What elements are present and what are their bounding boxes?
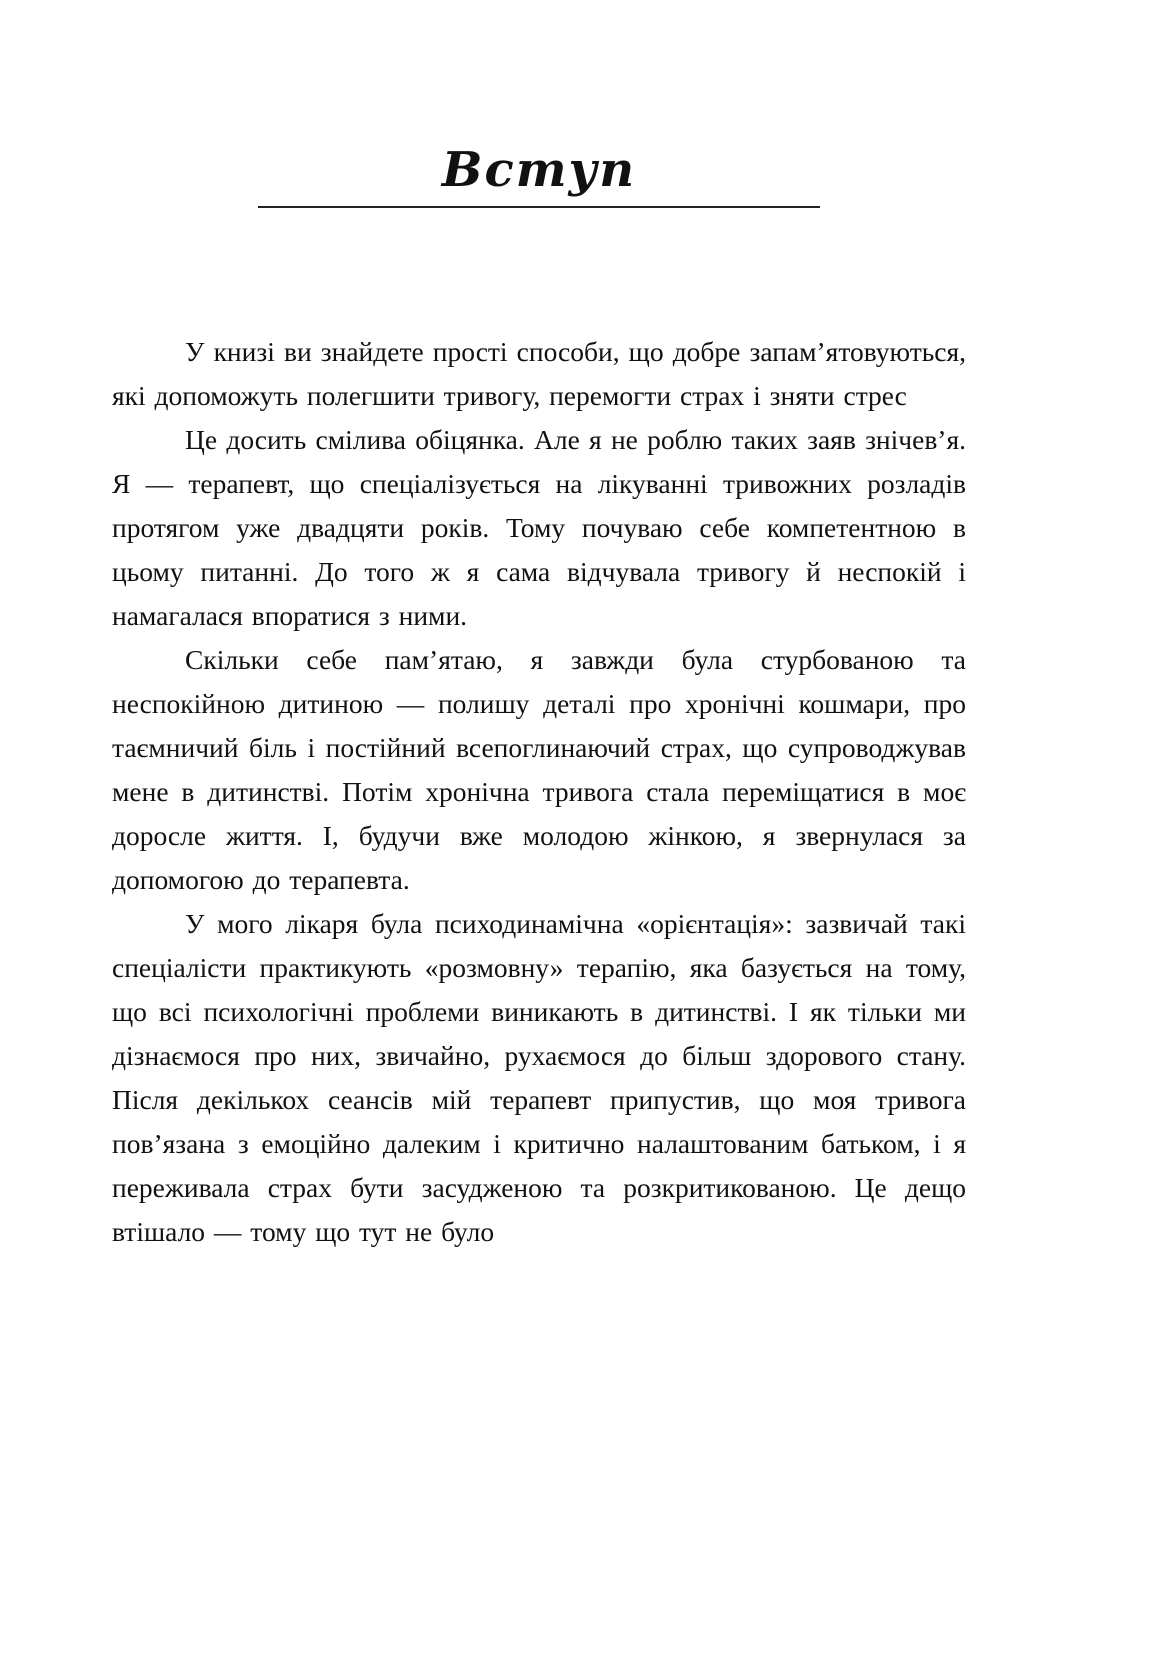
title-underline <box>258 206 820 208</box>
page-content <box>112 142 966 1254</box>
paragraph: У мого лікаря була психодинамічна «орієнтація»: зазвичай такі спеціалісти практикують «розмовну» терапію, яка базується на тому, що всі психологічні проблеми виникають в дитинстві. І як тільки ми дізнаємося про них, звичайно, рухаємося до більш здорового стану. Після декількох сеансів мій терапевт припустив, що моя тривога пов’язана з емоційно далеким і критично налаштованим батьком, і я переживала страх бути засудженою та розкритикованою. Це дещо втішало — тому що тут не було <box>112 908 966 1247</box>
paragraph: У книзі ви знайдете прості способи, що добре запам’ятовуються, які допоможуть полегшити тривогу, перемогти страх і зняти стрес <box>112 336 966 411</box>
chapter-title: Вступ <box>441 142 637 198</box>
body-text <box>112 330 966 1254</box>
paragraph: Це досить смілива обіцянка. Але я не роблю таких заяв знічев’я. Я — терапевт, що спеціалізується на лікуванні тривожних розладів протягом уже двадцяти років. Тому почуваю себе компетентною в цьому питанні. До того ж я сама відчувала тривогу й неспокій і намагалася впоратися з ними. <box>112 424 966 631</box>
paragraph: Скільки себе пам’ятаю, я завжди була стурбованою та неспокійною дитиною — полишу деталі про хронічні кошмари, про таємничий біль і постійний всепоглинаючий страх, що супроводжував мене в дитинстві. Потім хронічна тривога стала переміщатися в моє доросле життя. І, будучи вже молодою жінкою, я звернулася за допомогою до терапевта. <box>112 644 966 895</box>
